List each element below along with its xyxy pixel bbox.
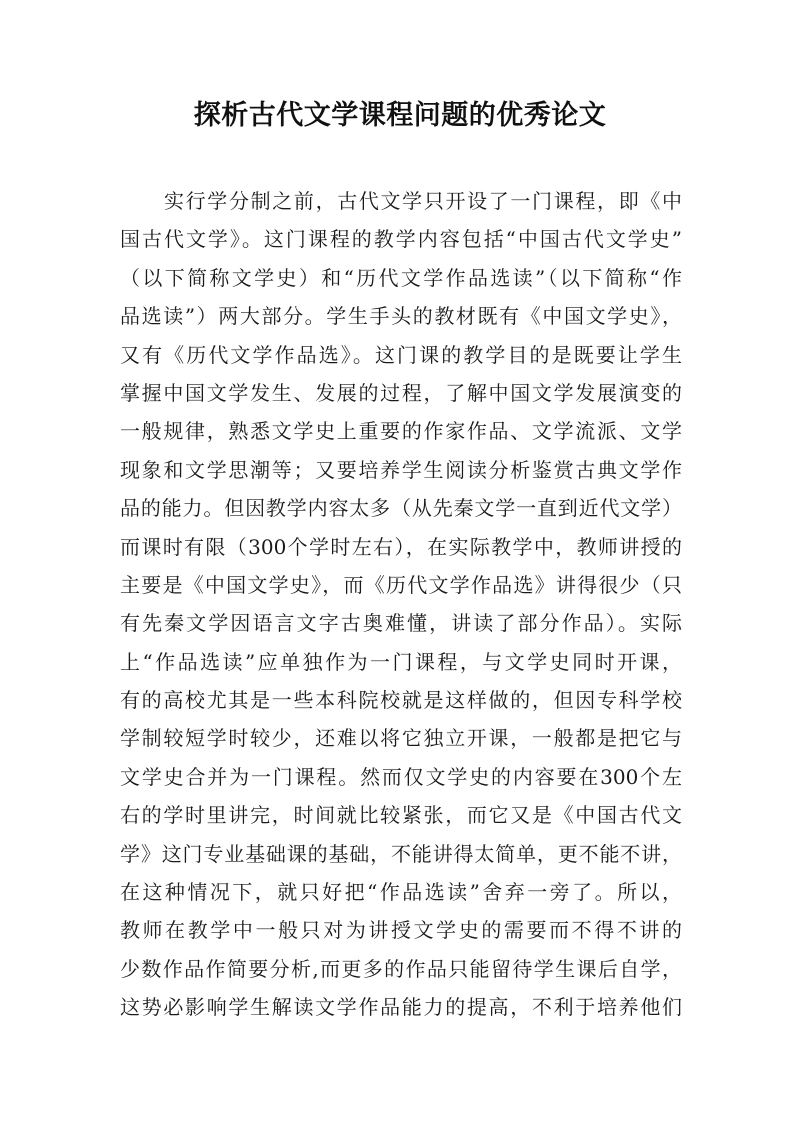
paragraph-line: 文学史合并为一门课程。然而仅文学史的内容要在300个左 (120, 764, 682, 789)
paragraph-line: 主要是《中国文学史》，而《历代文学作品选》讲得很少（只 (120, 572, 682, 597)
paragraph-line: 这势必影响学生解读文学作品能力的提高，不利于培养他们 (120, 995, 682, 1020)
paragraph-line: 一般规律，熟悉文学史上重要的作家作品、文学流派、文学 (120, 419, 682, 444)
document-title: 探析古代文学课程问题的优秀论文 (193, 100, 607, 131)
paragraph-line: 有的高校尤其是一些本科院校就是这样做的，但因专科学校 (120, 688, 682, 713)
paragraph-line: 而课时有限（300个学时左右），在实际教学中，教师讲授的 (120, 534, 682, 559)
paragraph-line: 学制较短学时较少，还难以将它独立开课，一般都是把它与 (120, 726, 682, 751)
paragraph-line: 少数作品作简要分析,而更多的作品只能留待学生课后自学， (120, 956, 682, 981)
paragraph-line: 品选读”）两大部分。学生手头的教材既有《中国文学史》， (120, 304, 682, 329)
paragraph-line: 右的学时里讲完，时间就比较紧张，而它又是《中国古代文 (120, 803, 682, 828)
paragraph-line: 上“作品选读”应单独作为一门课程，与文学史同时开课， (120, 649, 682, 674)
paragraph-line: 又有《历代文学作品选》。这门课的教学目的是既要让学生 (120, 342, 682, 367)
paragraph-line: 品的能力。但因教学内容太多（从先秦文学一直到近代文学） (120, 496, 682, 521)
paragraph-line: （以下简称文学史）和“历代文学作品选读”（以下简称“作 (120, 265, 682, 290)
paragraph-line: 国古代文学》。这门课程的教学内容包括“中国古代文学史” (120, 227, 682, 252)
paragraph-line: 有先秦文学因语言文字古奥难懂，讲读了部分作品）。实际 (120, 611, 682, 636)
paragraph-line: 学》这门专业基础课的基础，不能讲得太简单，更不能不讲， (120, 841, 682, 866)
paragraph-line: 掌握中国文学发生、发展的过程，了解中国文学发展演变的 (120, 380, 682, 405)
paragraph-line: 现象和文学思潮等；又要培养学生阅读分析鉴赏古典文学作 (120, 457, 682, 482)
paragraph-line: 在这种情况下，就只好把“作品选读”舍弃一旁了。所以， (120, 880, 682, 905)
document-body (120, 182, 682, 1027)
paragraph-line: 教师在教学中一般只对为讲授文学史的需要而不得不讲的 (120, 918, 682, 943)
paragraph-line: 实行学分制之前，古代文学只开设了一门课程，即《中 (164, 189, 682, 213)
